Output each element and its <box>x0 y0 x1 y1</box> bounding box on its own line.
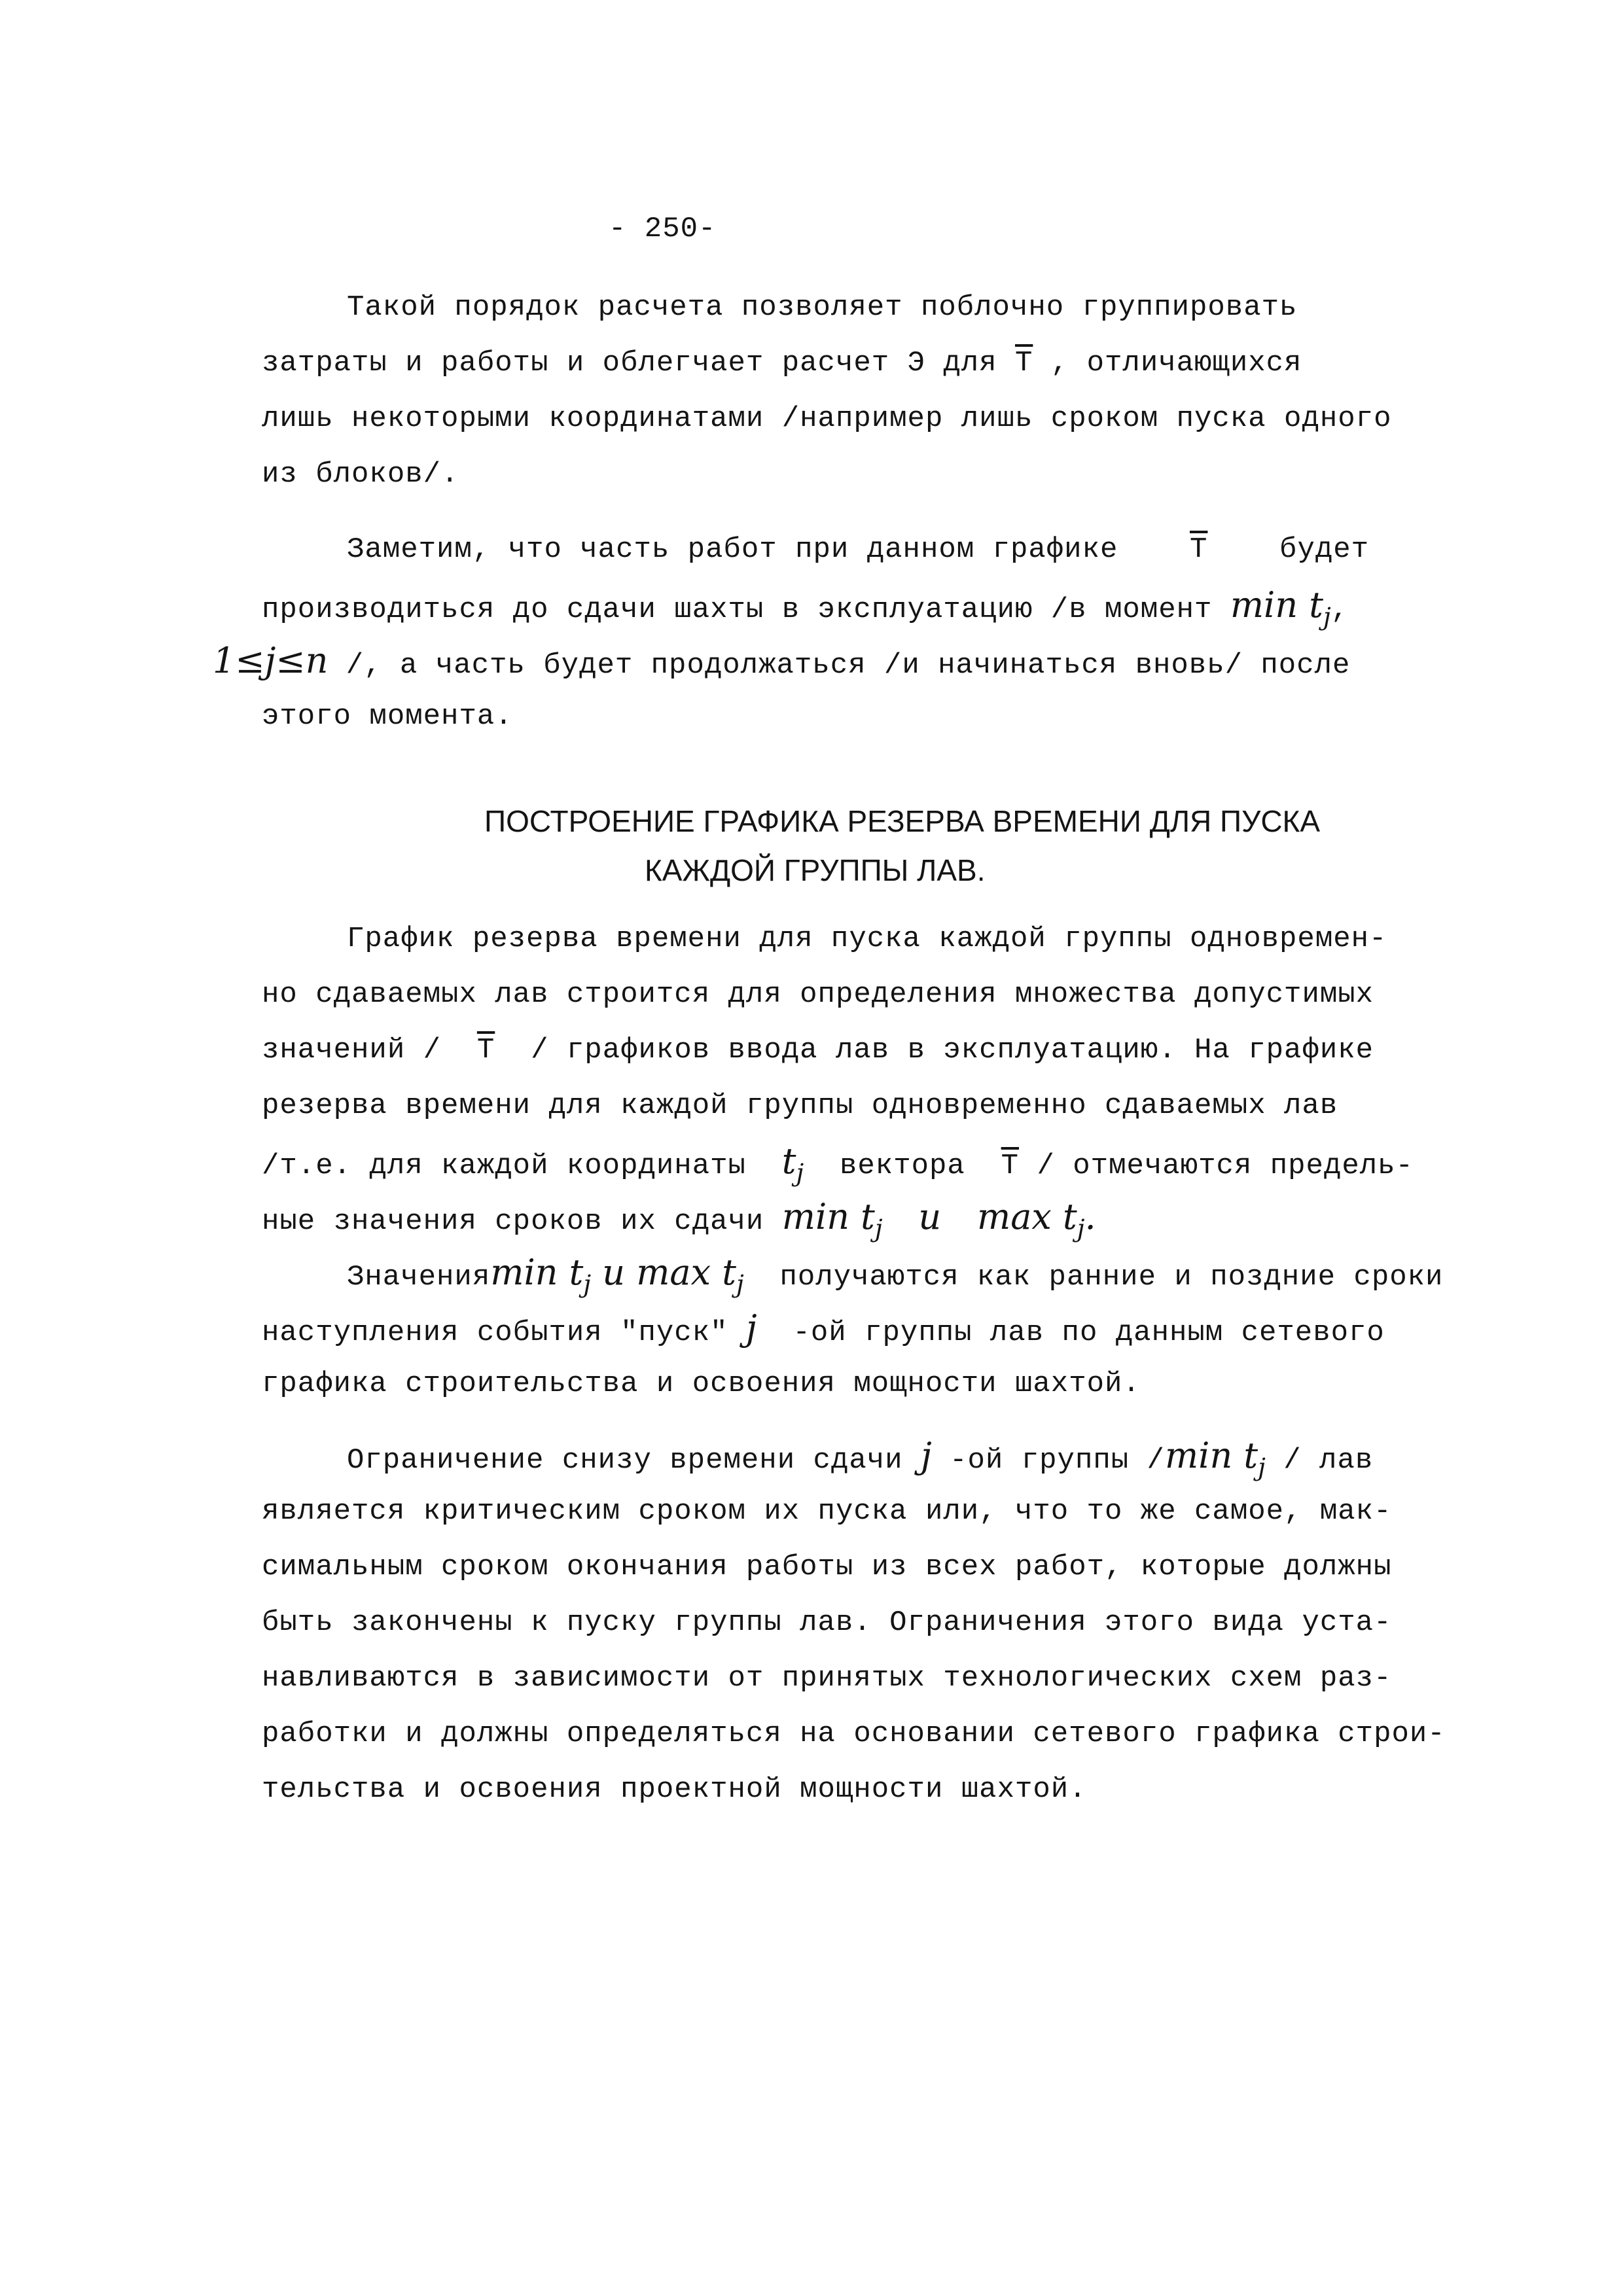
handwritten-tj <box>781 1140 804 1187</box>
comma: , <box>1330 593 1349 626</box>
p4-line-2 <box>262 1309 1385 1352</box>
p1-line-4: из блоков/. <box>262 458 459 491</box>
vector-T-symbol: $\overline{T}$ <box>1014 347 1033 380</box>
handwritten-min-tj <box>1230 584 1331 631</box>
p2-line-2 <box>262 586 1349 636</box>
p3-line-3 <box>262 1031 1374 1070</box>
min-t-text: min t <box>1164 1435 1258 1476</box>
p4-line-1-text: Значения <box>347 1261 491 1294</box>
vector-T-symbol: $\overline{T}$ <box>476 1034 495 1067</box>
page-number: - 250- <box>609 213 717 245</box>
p3-line-3-text: значений / <box>262 1034 442 1067</box>
p3-line-6 <box>262 1197 1096 1248</box>
handwritten-j: j <box>745 1307 757 1349</box>
handwritten-min-max-tj <box>490 1252 744 1298</box>
p3-line-1: График резерва времени для пуска каждой группы одновремен- <box>347 923 1387 955</box>
p4-line-1-text-end: получаются как ранние и поздние сроки <box>779 1261 1444 1294</box>
p2-line-4: этого момента. <box>262 700 513 733</box>
p5-line-1 <box>347 1436 1373 1487</box>
index-j: j <box>874 1213 883 1243</box>
min-t-text: min t <box>781 1196 875 1237</box>
p5-line-4: быть закончены к пуску группы лав. Ограничения этого вида уста- <box>262 1606 1392 1639</box>
index-j: j <box>1323 601 1331 631</box>
p4-line-2-text-end: -ой группы лав по данным сетевого <box>793 1316 1385 1349</box>
p5-line-2: является критическим сроком их пуска или, что то же самое, мак- <box>262 1495 1392 1528</box>
p3-line-4: резерва времени для каждой группы одновременно сдаваемых лав <box>262 1089 1338 1122</box>
p2-line-1 <box>347 530 1369 569</box>
and-text: и <box>602 1252 626 1293</box>
min-t-text: min t <box>490 1252 584 1293</box>
p4-line-3: графика строительства и освоения мощности шахтой. <box>262 1368 1141 1400</box>
handwritten-min-tj <box>1164 1435 1266 1481</box>
p3-line-3-text-end: / графиков ввода лав в эксплуатацию. На графике <box>531 1034 1374 1067</box>
handwritten-index-range: 1≤j≤n <box>213 640 329 681</box>
p2-line-1-text-end: будет <box>1279 533 1370 566</box>
p3-line-2: но сдаваемых лав строится для определения множества допустимых <box>262 978 1374 1011</box>
p1-line-2-text: затраты и работы и облегчает расчет Э для <box>262 347 997 380</box>
heading-line-1: ПОСТРОЕНИЕ ГРАФИКА РЕЗЕРВА ВРЕМЕНИ ДЛЯ ПУСКА <box>484 804 1321 838</box>
vector-word: вектора <box>839 1150 965 1182</box>
p4-line-2-text: наступления события "пуск" <box>262 1316 728 1349</box>
p1-line-2-text-end: , отличающихся <box>1050 347 1302 380</box>
vector-T-symbol: $\overline{T}$ <box>1190 533 1208 566</box>
index-j: j <box>1077 1213 1085 1243</box>
p1-line-1: Такой порядок расчета позволяет поблочно группировать <box>347 291 1298 324</box>
handwritten-j: j <box>920 1435 932 1476</box>
min-t-text: min t <box>1230 584 1323 626</box>
p5-line-5: навливаются в зависимости от принятых технологических схем раз- <box>262 1662 1392 1695</box>
p3-line-5 <box>262 1142 1414 1192</box>
p5-line-1-text-mid: -ой группы / <box>950 1444 1165 1477</box>
handwritten-and: и <box>918 1196 942 1237</box>
handwritten-min-tj <box>781 1196 883 1243</box>
p5-line-7: тельства и освоения проектной мощности шахтой. <box>262 1773 1087 1806</box>
index-j: j <box>1258 1452 1266 1481</box>
heading-line-2: КАЖДОЙ ГРУППЫ ЛАВ. <box>645 853 986 887</box>
p5-line-3: симальным сроком окончания работы из всех работ, которые должны <box>262 1551 1392 1583</box>
p2-line-3-text: /, а часть будет продолжаться /и начинаться вновь/ после <box>346 649 1351 682</box>
index-j: j <box>736 1269 744 1298</box>
handwritten-max-tj <box>977 1196 1085 1243</box>
p1-line-3: лишь некоторыми координатами /например лишь сроком пуска одного <box>262 402 1392 435</box>
p5-line-1-text: Ограничение снизу времени сдачи <box>347 1444 903 1477</box>
p4-line-1 <box>347 1253 1443 1303</box>
p3-line-5-text-end: / отмечаются предель- <box>1037 1150 1414 1182</box>
p2-line-1-text: Заметим, что часть работ при данном графике <box>347 533 1118 566</box>
max-t-text: max t <box>636 1252 736 1293</box>
p5-line-1-text-end: / лав <box>1283 1444 1374 1477</box>
t-text: t <box>781 1140 796 1182</box>
p3-line-6-text: ные значения сроков их сдачи <box>262 1205 764 1238</box>
p2-line-3 <box>213 641 1350 685</box>
p3-line-5-text: /т.е. для каждой координаты <box>262 1150 746 1182</box>
vector-T-symbol: $\overline{T}$ <box>1001 1150 1020 1182</box>
p5-line-6: работки и должны определяться на основании сетевого графика строи- <box>262 1718 1446 1750</box>
index-j: j <box>796 1157 804 1187</box>
max-t-text: max t <box>977 1196 1077 1237</box>
p2-line-2-text: производиться до сдачи шахты в эксплуатацию /в момент <box>262 593 1213 626</box>
period: . <box>1084 1196 1096 1237</box>
p1-line-2 <box>262 344 1302 383</box>
index-j: j <box>583 1269 592 1298</box>
